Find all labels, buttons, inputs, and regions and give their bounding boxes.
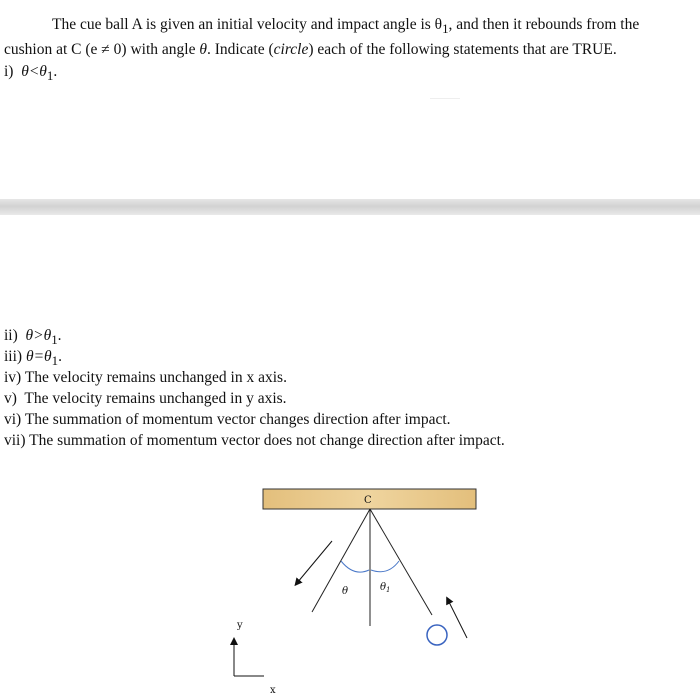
statement-sub: 1 xyxy=(46,68,54,84)
rebound-arrow xyxy=(297,541,332,583)
theta1-label: $\theta_1$ xyxy=(380,582,391,594)
statement-label: v) xyxy=(4,390,17,407)
intro-line1-tail: , and then it rebounds from the xyxy=(448,16,640,33)
statement-sub: 1 xyxy=(51,332,58,348)
incoming-path xyxy=(370,509,432,615)
statement-text: The velocity remains unchanged in y axis. xyxy=(24,390,287,407)
rebound-path xyxy=(312,509,370,612)
cue-ball xyxy=(427,625,447,645)
statement-math: θ=θ xyxy=(25,348,52,365)
statement-math: θ<θ xyxy=(21,63,47,80)
intro-line2-b: . Indicate ( xyxy=(206,41,274,59)
theta-label: θ xyxy=(342,586,349,597)
statement-label: i) xyxy=(4,63,14,80)
intro-line2-c: ) each of the following statements that are TRUE. xyxy=(308,41,617,59)
intro-line2-a: cushion at C (e ≠ 0) with angle xyxy=(4,41,200,59)
statement-label: iii) xyxy=(4,348,23,365)
intro-circle: circle xyxy=(273,41,309,59)
angle-arc-theta1 xyxy=(371,561,399,572)
statement-tail: . xyxy=(57,327,62,344)
statement-label: vi) xyxy=(4,411,22,428)
statement-tail: . xyxy=(58,348,62,365)
statement-label: iv) xyxy=(4,369,22,386)
statement-sub: 1 xyxy=(51,353,59,369)
statement-text: The summation of momentum vector does not change direction after impact. xyxy=(29,432,505,449)
intro-line1: The cue ball A is given an initial velocity and impact angle is θ xyxy=(52,16,443,33)
incoming-arrow xyxy=(448,600,467,638)
statement-label: vii) xyxy=(4,432,26,449)
statement-tail: . xyxy=(53,63,58,80)
intro-theta: θ xyxy=(199,41,207,59)
axis-y-label: y xyxy=(237,620,243,631)
cushion-label: C xyxy=(364,495,372,506)
statement-label: ii) xyxy=(4,327,18,344)
statement-text: The summation of momentum vector changes direction after impact. xyxy=(24,411,451,428)
statement-math: θ>θ xyxy=(25,327,52,344)
angle-arc-theta xyxy=(341,561,369,572)
axis-x-label: x xyxy=(270,685,276,696)
statement-text: The velocity remains unchanged in x axis. xyxy=(24,369,287,386)
intro-sub1: 1 xyxy=(442,21,449,37)
